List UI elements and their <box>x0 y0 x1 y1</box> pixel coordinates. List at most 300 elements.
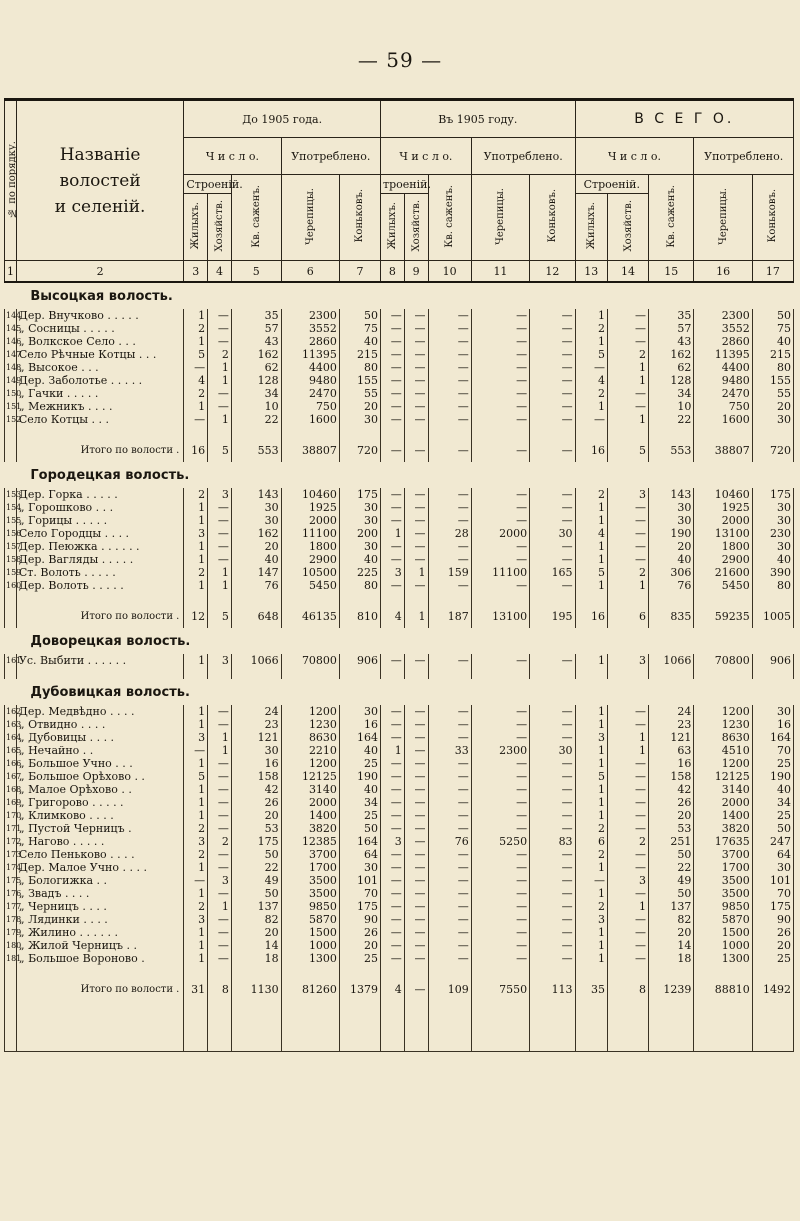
value-cell: 3500 <box>281 887 339 900</box>
value-cell: 4510 <box>694 744 752 757</box>
value-cell: — <box>530 770 575 783</box>
value-cell: 1 <box>184 514 208 527</box>
empty-cell <box>694 965 752 977</box>
total-value: 59235 <box>694 604 752 628</box>
value-cell: 20 <box>231 926 281 939</box>
column-number: 10 <box>428 261 471 283</box>
row-index: 145 <box>6 324 22 333</box>
page-number: — 59 — <box>357 48 443 72</box>
value-cell: 30 <box>231 501 281 514</box>
value-cell: 82 <box>649 913 694 926</box>
value-cell: — <box>471 705 529 718</box>
residential-header: Жилыхъ. <box>381 194 405 261</box>
value-cell: — <box>381 900 405 913</box>
value-cell: — <box>575 413 607 426</box>
column-number: 8 <box>381 261 405 283</box>
table-row <box>5 718 794 731</box>
value-cell: 11395 <box>281 348 339 361</box>
table-row <box>5 796 794 809</box>
value-cell: 70800 <box>281 654 339 667</box>
area-header: Кв. саженъ. <box>428 175 471 261</box>
value-cell: 3552 <box>694 322 752 335</box>
value-cell: 1 <box>575 501 607 514</box>
value-cell: 175 <box>752 900 793 913</box>
value-cell: 390 <box>752 566 793 579</box>
value-cell: — <box>404 835 428 848</box>
value-cell: 1800 <box>281 540 339 553</box>
value-cell: 20 <box>339 400 380 413</box>
used-header: Употреблено. <box>281 138 380 175</box>
value-cell: — <box>530 488 575 501</box>
empty-cell <box>231 667 281 679</box>
tiles-header: Черепицы. <box>471 175 529 261</box>
value-cell: — <box>428 322 471 335</box>
seq-header: № по порядку. <box>5 100 17 261</box>
value-cell: 1 <box>607 374 648 387</box>
value-cell: — <box>530 348 575 361</box>
place-name: „ Малое Орѣхово . . <box>16 783 183 796</box>
value-cell: 1 <box>184 952 208 965</box>
value-cell: — <box>530 413 575 426</box>
value-cell: 155 <box>339 374 380 387</box>
value-cell: 1 <box>575 579 607 592</box>
empty-cell <box>607 592 648 604</box>
value-cell: 1 <box>575 796 607 809</box>
empty-cell <box>649 592 694 604</box>
value-cell: 2300 <box>281 309 339 322</box>
value-cell: 5870 <box>281 913 339 926</box>
table-row <box>5 322 794 335</box>
value-cell: 1300 <box>281 952 339 965</box>
table-row <box>5 809 794 822</box>
value-cell: — <box>428 731 471 744</box>
value-cell: 49 <box>649 874 694 887</box>
value-cell: — <box>607 887 648 900</box>
row-index: 146 <box>6 337 22 346</box>
empty-cell <box>694 426 752 438</box>
table-row <box>5 900 794 913</box>
empty-cell <box>575 667 607 679</box>
value-cell: 30 <box>339 861 380 874</box>
value-cell: 158 <box>231 770 281 783</box>
value-cell: 35 <box>649 309 694 322</box>
value-cell: — <box>381 952 405 965</box>
value-cell: 2 <box>607 348 648 361</box>
total-value: 6 <box>607 604 648 628</box>
value-cell: — <box>607 809 648 822</box>
value-cell: — <box>381 770 405 783</box>
value-cell: — <box>607 400 648 413</box>
empty-cell <box>16 667 183 679</box>
table-row <box>5 488 794 501</box>
value-cell: 215 <box>339 348 380 361</box>
table-row <box>5 387 794 400</box>
row-index: 157 <box>6 542 22 551</box>
column-number: 13 <box>575 261 607 283</box>
value-cell: 1 <box>575 939 607 952</box>
empty-cell <box>575 592 607 604</box>
value-cell: 20 <box>339 939 380 952</box>
used-header: Употреблено. <box>694 138 794 175</box>
column-number: 4 <box>208 261 232 283</box>
value-cell: — <box>428 926 471 939</box>
value-cell: 33 <box>428 744 471 757</box>
value-cell: 62 <box>649 361 694 374</box>
empty-cell <box>381 426 405 438</box>
value-cell: — <box>607 783 648 796</box>
value-cell: — <box>381 309 405 322</box>
total-value: 5 <box>208 438 232 462</box>
table-row <box>5 335 794 348</box>
empty-cell <box>381 965 405 977</box>
value-cell: — <box>428 488 471 501</box>
value-cell: — <box>208 705 232 718</box>
value-cell: 5250 <box>471 835 529 848</box>
empty-cell <box>404 426 428 438</box>
value-cell: — <box>208 939 232 952</box>
value-cell: 50 <box>231 848 281 861</box>
value-cell: — <box>404 757 428 770</box>
value-cell: 1500 <box>281 926 339 939</box>
value-cell: — <box>381 348 405 361</box>
table-row <box>5 926 794 939</box>
total-label: Итого по волости . <box>16 604 183 628</box>
table-row <box>5 413 794 426</box>
place-name: Дер. Малое Учно . . . . <box>16 861 183 874</box>
value-cell: 14 <box>649 939 694 952</box>
value-cell: 10460 <box>694 488 752 501</box>
total-value: 1130 <box>231 977 281 1001</box>
value-cell: — <box>530 822 575 835</box>
value-cell: 155 <box>752 374 793 387</box>
value-cell: — <box>471 579 529 592</box>
value-cell: 4 <box>575 527 607 540</box>
value-cell: 25 <box>752 757 793 770</box>
value-cell: 162 <box>231 348 281 361</box>
value-cell: — <box>404 540 428 553</box>
total-value: 8 <box>208 977 232 1001</box>
value-cell: — <box>530 335 575 348</box>
empty-cell <box>694 667 752 679</box>
value-cell: 1200 <box>694 705 752 718</box>
total-value: 38807 <box>694 438 752 462</box>
empty-cell <box>16 965 183 977</box>
total-value: 7550 <box>471 977 529 1001</box>
value-cell: 26 <box>339 926 380 939</box>
value-cell: 251 <box>649 835 694 848</box>
row-index: 172 <box>6 837 22 846</box>
value-cell: 175 <box>752 488 793 501</box>
empty-cell <box>752 592 793 604</box>
place-name: „ Жилино . . . . . . <box>16 926 183 939</box>
value-cell: 3 <box>184 731 208 744</box>
place-name: „ Дубовицы . . . . <box>16 731 183 744</box>
value-cell: — <box>607 501 648 514</box>
value-cell: — <box>607 527 648 540</box>
value-cell: 128 <box>231 374 281 387</box>
value-cell: — <box>381 809 405 822</box>
value-cell: 1 <box>208 374 232 387</box>
row-index: 167 <box>6 772 22 781</box>
value-cell: — <box>428 387 471 400</box>
value-cell: — <box>208 309 232 322</box>
value-cell: 3700 <box>694 848 752 861</box>
value-cell: — <box>208 553 232 566</box>
value-cell: — <box>471 939 529 952</box>
table-row <box>5 731 794 744</box>
empty-cell <box>649 1001 694 1052</box>
table-row <box>5 913 794 926</box>
value-cell: — <box>428 913 471 926</box>
value-cell: — <box>471 783 529 796</box>
area-header: Кв. саженъ. <box>649 175 694 261</box>
total-value: 16 <box>575 438 607 462</box>
empty-cell <box>752 667 793 679</box>
value-cell: 1 <box>184 335 208 348</box>
column-number: 17 <box>752 261 793 283</box>
table-row <box>5 770 794 783</box>
value-cell: 50 <box>752 822 793 835</box>
value-cell: — <box>428 757 471 770</box>
value-cell: — <box>471 796 529 809</box>
value-cell: 20 <box>649 809 694 822</box>
value-cell: 1500 <box>694 926 752 939</box>
value-cell: 4 <box>575 374 607 387</box>
value-cell: 1200 <box>281 757 339 770</box>
value-cell: — <box>428 939 471 952</box>
place-name: „ Горошково . . . <box>16 501 183 514</box>
value-cell: — <box>381 939 405 952</box>
empty-cell <box>208 667 232 679</box>
value-cell: — <box>530 400 575 413</box>
empty-cell <box>404 965 428 977</box>
value-cell: — <box>607 796 648 809</box>
value-cell: 1 <box>404 566 428 579</box>
empty-cell <box>208 592 232 604</box>
value-cell: 9850 <box>281 900 339 913</box>
ridges-header: Коньковъ. <box>339 175 380 261</box>
value-cell: 23 <box>649 718 694 731</box>
empty-cell <box>752 1001 793 1052</box>
empty-cell <box>339 667 380 679</box>
value-cell: 1 <box>184 783 208 796</box>
empty-cell <box>16 1001 183 1052</box>
row-index: 168 <box>6 785 22 794</box>
value-cell: — <box>607 926 648 939</box>
value-cell: 101 <box>752 874 793 887</box>
value-cell: — <box>428 413 471 426</box>
value-cell: 1 <box>607 579 648 592</box>
value-cell: 3 <box>607 488 648 501</box>
value-cell: 12125 <box>281 770 339 783</box>
empty-cell <box>281 426 339 438</box>
value-cell: 1925 <box>281 501 339 514</box>
value-cell: — <box>404 361 428 374</box>
value-cell: — <box>381 400 405 413</box>
empty-cell <box>339 965 380 977</box>
value-cell: 3552 <box>281 322 339 335</box>
column-number: 2 <box>16 261 183 283</box>
empty-cell <box>607 667 648 679</box>
place-name: Село Котцы . . . <box>16 413 183 426</box>
value-cell: 57 <box>231 322 281 335</box>
value-cell: — <box>471 400 529 413</box>
place-name: Село Пеньково . . . . <box>16 848 183 861</box>
value-cell: — <box>607 822 648 835</box>
value-cell: — <box>428 309 471 322</box>
place-name: „ Горицы . . . . . <box>16 514 183 527</box>
empty-cell <box>184 667 208 679</box>
value-cell: — <box>428 770 471 783</box>
ridges-header: Коньковъ. <box>752 175 793 261</box>
value-cell: — <box>208 861 232 874</box>
value-cell: 28 <box>428 527 471 540</box>
place-name: „ Гачки . . . . . <box>16 387 183 400</box>
value-cell: 5870 <box>694 913 752 926</box>
value-cell: — <box>208 757 232 770</box>
value-cell: 90 <box>752 913 793 926</box>
value-cell: — <box>575 361 607 374</box>
value-cell: — <box>208 796 232 809</box>
row-index: 159 <box>6 568 22 577</box>
value-cell: 215 <box>752 348 793 361</box>
value-cell: 3500 <box>694 887 752 900</box>
value-cell: 10 <box>649 400 694 413</box>
value-cell: 1 <box>575 553 607 566</box>
value-cell: 16 <box>649 757 694 770</box>
place-name: „ Жилой Черницъ . . <box>16 939 183 952</box>
total-value: 648 <box>231 604 281 628</box>
value-cell: — <box>404 553 428 566</box>
value-cell: 5450 <box>281 579 339 592</box>
value-cell: 6 <box>575 835 607 848</box>
value-cell: 1066 <box>649 654 694 667</box>
empty-cell <box>5 604 17 628</box>
value-cell: — <box>381 757 405 770</box>
value-cell: 1 <box>575 809 607 822</box>
table-row <box>5 744 794 757</box>
value-cell: 3500 <box>694 874 752 887</box>
value-cell: — <box>428 348 471 361</box>
place-name: Дер. Медвѣдно . . . . <box>16 705 183 718</box>
value-cell: — <box>404 952 428 965</box>
value-cell: — <box>381 501 405 514</box>
value-cell: 34 <box>752 796 793 809</box>
value-cell: — <box>404 848 428 861</box>
household-header: Хозяйств. <box>607 194 648 261</box>
value-cell: — <box>607 861 648 874</box>
value-cell: — <box>381 796 405 809</box>
value-cell: 2000 <box>694 796 752 809</box>
value-cell: 1 <box>184 309 208 322</box>
value-cell: 2 <box>184 822 208 835</box>
place-name: „ Пустой Черницъ . <box>16 822 183 835</box>
empty-cell <box>339 426 380 438</box>
empty-cell <box>381 667 405 679</box>
value-cell: 10460 <box>281 488 339 501</box>
value-cell: — <box>404 413 428 426</box>
value-cell: 40 <box>649 553 694 566</box>
total-value: 5 <box>208 604 232 628</box>
empty-cell <box>404 667 428 679</box>
place-name: Дер. Волоть . . . . . <box>16 579 183 592</box>
value-cell: — <box>208 926 232 939</box>
row-index: 169 <box>6 798 22 807</box>
total-value: 8 <box>607 977 648 1001</box>
total-value: 1005 <box>752 604 793 628</box>
value-cell: 1 <box>575 540 607 553</box>
empty-cell <box>5 977 17 1001</box>
value-cell: 20 <box>649 540 694 553</box>
total-value: — <box>471 438 529 462</box>
value-cell: 40 <box>339 335 380 348</box>
value-cell: — <box>471 514 529 527</box>
empty-cell <box>281 965 339 977</box>
value-cell: 3 <box>381 835 405 848</box>
value-cell: 40 <box>339 553 380 566</box>
value-cell: 3 <box>575 731 607 744</box>
value-cell: — <box>381 718 405 731</box>
value-cell: 11100 <box>471 566 529 579</box>
table-row <box>5 874 794 887</box>
value-cell: — <box>208 527 232 540</box>
empty-cell <box>231 426 281 438</box>
value-cell: 16 <box>752 718 793 731</box>
value-cell: — <box>607 757 648 770</box>
value-cell: 1 <box>607 900 648 913</box>
empty-cell <box>339 1001 380 1052</box>
value-cell: 55 <box>752 387 793 400</box>
empty-cell <box>530 667 575 679</box>
value-cell: — <box>208 952 232 965</box>
empty-cell <box>694 592 752 604</box>
empty-cell <box>471 592 529 604</box>
volost-heading-row <box>5 282 794 309</box>
period-before-header: До 1905 года. <box>184 100 381 138</box>
value-cell: 30 <box>752 501 793 514</box>
value-cell: — <box>530 705 575 718</box>
row-index: 162 <box>6 707 22 716</box>
value-cell: 121 <box>649 731 694 744</box>
value-cell: — <box>381 514 405 527</box>
value-cell: 1 <box>208 579 232 592</box>
value-cell: 1 <box>575 654 607 667</box>
value-cell: 22 <box>231 413 281 426</box>
total-label: Итого по волости . <box>16 438 183 462</box>
column-number: 14 <box>607 261 648 283</box>
value-cell: 2470 <box>694 387 752 400</box>
value-cell: — <box>208 322 232 335</box>
row-index: 176 <box>6 889 22 898</box>
value-cell: 164 <box>339 835 380 848</box>
value-cell: — <box>381 540 405 553</box>
empty-cell <box>5 282 17 309</box>
value-cell: 2 <box>575 848 607 861</box>
value-cell: 1 <box>184 540 208 553</box>
value-cell: 49 <box>231 874 281 887</box>
total-value: 835 <box>649 604 694 628</box>
value-cell: 128 <box>649 374 694 387</box>
value-cell: — <box>530 796 575 809</box>
value-cell: 80 <box>752 579 793 592</box>
buildings-header: Строеній. <box>575 175 648 194</box>
value-cell: 25 <box>752 952 793 965</box>
value-cell: 50 <box>649 887 694 900</box>
table-row <box>5 887 794 900</box>
empty-cell <box>649 667 694 679</box>
value-cell: 26 <box>649 796 694 809</box>
value-cell: — <box>428 553 471 566</box>
